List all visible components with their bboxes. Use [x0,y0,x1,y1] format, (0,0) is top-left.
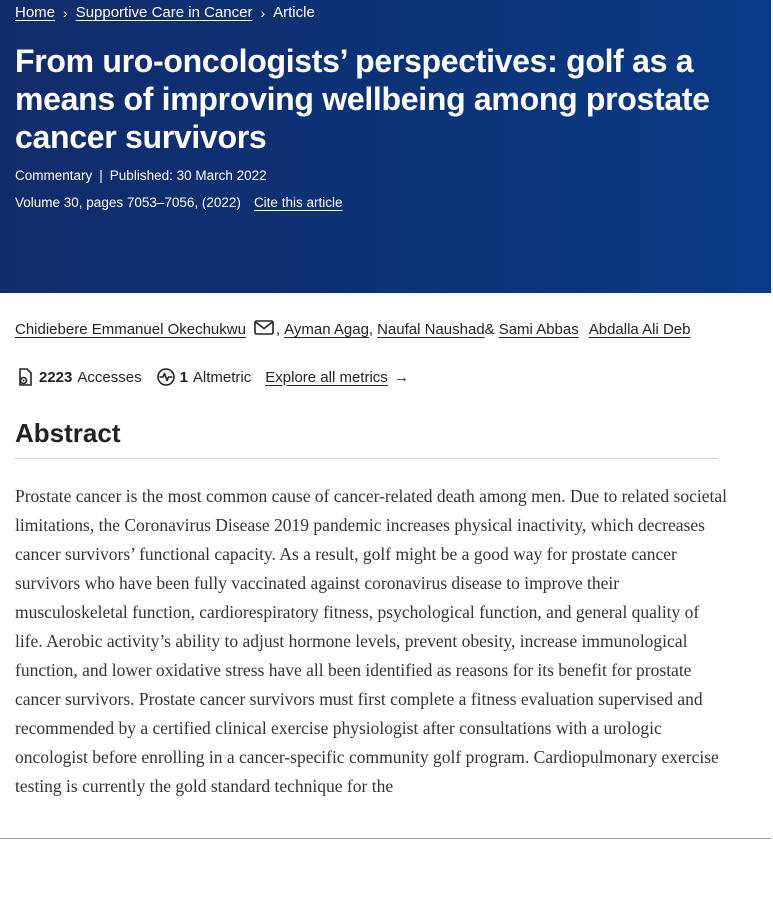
article-title: From uro-oncologists’ perspectives: golf as a means of improving wellbeing among prostate cancer survivors [15,43,710,155]
cite-article-link[interactable]: Cite this article [253,195,343,210]
author-link[interactable]: Ayman Agag [284,321,369,338]
abstract-text: Prostate cancer is the most common cause of cancer-related death among men. Due to related societal limitations, the Coronavirus Disease 2019 pandemic increases physical inactivity, which decreases cancer survivors’ functional capacity. As a result, golf might be a good way for prostate cancer survivors who have been fully vaccinated against coronavirus disease to improve their musculoskeletal function, cardiorespiratory fitness, psychological function, and general quality of life. Aerobic activity’s ability to adjust hormone levels, prevent obesity, increase immunological function, and lower oxidative stress have all been identified as reasons for its benefit for prostate cancer survivors. Prostate cancer survivors must first complete a fitness evaluation supervised and recommended by a certified clinical exercise physiologist after consultations with a urologic oncologist before enrolling in a cancer-specific community golf program. Cardiopulmonary exercise testing is currently the gold standard technique for the [15,486,727,796]
page-bottom-edge [0,838,771,839]
author-list [15,320,690,339]
article-metrics [15,367,409,387]
explore-metrics-link[interactable]: Explore all metrics [265,368,388,386]
author-link[interactable]: Chidiebere Emmanuel Okechukwu [15,321,246,338]
altmetric-label: Altmetric [192,368,252,386]
breadcrumb-separator: › [260,4,266,21]
altmetric-count: 1 [179,368,188,386]
volume-pages: Volume 30, pages 7053–7056, (2022) [15,195,241,210]
arrow-right-icon: → [393,368,409,386]
abstract-heading: Abstract [15,418,121,448]
published-date: Published: 30 March 2022 [109,168,267,183]
breadcrumb-separator: › [63,4,68,21]
article-meta [15,168,267,183]
author-link[interactable]: Naufal Naushad [377,321,485,338]
meta-divider: | [99,168,103,183]
download-document-icon [15,367,35,387]
breadcrumb-home[interactable]: Home [15,4,56,21]
article-header [0,0,771,293]
page-bottom-blank [0,838,773,900]
accesses-label: Accesses [77,368,142,386]
breadcrumb [15,4,315,21]
breadcrumb-current: Article [273,4,315,21]
article-type: Commentary [15,168,93,183]
altmetric-icon [156,367,176,387]
envelope-icon[interactable] [254,320,274,339]
author-separator: , [275,321,281,338]
article-citation-info [15,195,342,210]
author-separator: & [484,321,495,338]
divider [15,458,718,459]
author-link[interactable]: Sami Abbas [498,321,579,338]
accesses-count: 2223 [39,368,73,386]
author-link[interactable]: Abdalla Ali Deb [588,321,691,338]
breadcrumb-journal[interactable]: Supportive Care in Cancer [75,4,253,21]
author-separator: , [368,321,374,338]
